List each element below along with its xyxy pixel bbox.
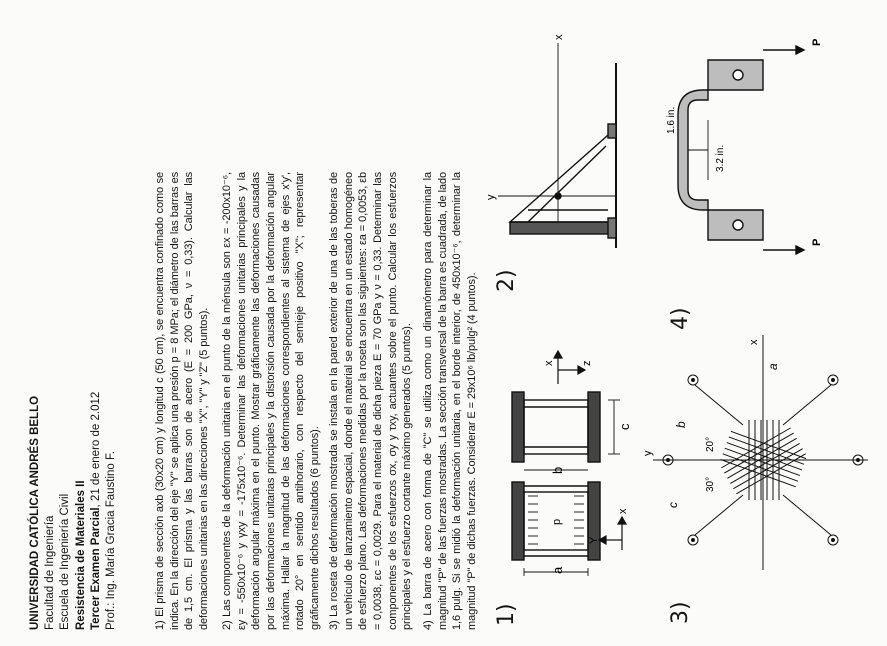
label-x: x <box>748 339 760 345</box>
label-x: x <box>553 34 565 40</box>
wall-plate <box>510 222 616 234</box>
problem-2-text: 2) Las componentes de la deformación unitaria en el punto de la ménsula son εx = -200x10⁻⁶, εy = -550x10⁻⁶ y γxy = -175x10⁻⁶. Determinar las deformaciones unitarias principales y la deformación angular máxima en el punto. Mostrar gráficamente las deformaciones causadas por las deformaciones unitarias principales y la distorsión causada por la deformación angular máxima. Hallar la magnitud de las deformaciones correspondientes al sistema de ejes x'y', rotado 20° en sentido antihorario, con respecto del semieje positivo "X"; representar gráficamente dichos resultados (6 puntos). <box>221 172 321 630</box>
rotated-exam-sheet <box>28 10 887 630</box>
label-y: y <box>642 450 654 456</box>
label-p-bottom: P <box>811 238 823 246</box>
label-angle-20: 20° <box>705 436 716 452</box>
problem-1-text: 1) El prisma de sección axb (30x20 cm) y longitud c (50 cm), se encuentra confinado como se indica. En la dirección del eje "Y" se aplica una presión p = 8 MPa; el diámetro de las barras es de 1,5 cm. El prisma y las barras son de acero (E = 200 GPa, ν = 0,33). Calcular las deformaciones unitarias en las direcciones "X", "Y" y "Z" (5 puntos). <box>154 172 210 630</box>
exam-title: Tercer Examen Parcial, 21 de enero de 2.012 <box>89 391 102 630</box>
label-angle-30: 30° <box>705 476 716 492</box>
label-dim-inner: 3.2 in. <box>715 144 726 172</box>
label-b: b <box>550 466 565 474</box>
bottom-plate <box>588 482 600 560</box>
figure-4-c-bar <box>668 30 868 250</box>
figure-3-strain-rosette <box>642 330 873 570</box>
problem-3-text: 3) La roseta de deformación mostrada se instala en la pared exterior de una de las toberas de un vehículo de lanzamiento espacial, donde el material se encuentra en un estado homogéneo de esfuerzo plano. Las deformaciones medidas por la roseta son las siguientes: εa = 0,0053, εb = 0,0038, εc = 0,0029. Para el material de dicha pieza E = 70 GPa y ν = 0,33. Determinar las componentes de los esfuerzos σx, σy y τxy, actuantes sobre el punto. Calcular los esfuerzos principales y el esfuerzo cortante máximo generados (5 puntos). <box>328 172 414 630</box>
problem-4-text: 4) La barra de acero con forma de "C" se utiliza como un dinamómetro para determinar la magnitud "P" de las fuerzas mostradas. La sección transversal de la barra es cuadrada, de lado 1,6 pulg. Si se midió la deformación unitaria, en el borde interior, de 450x10⁻⁶, determinar la magnitud "P" de dichas fuerzas. Considerar E = 29x10⁶ lb/pulg² (4 puntos). <box>422 172 478 630</box>
figure-2-number: 2) <box>494 269 519 292</box>
label-c: c <box>666 502 680 508</box>
label-a: a <box>550 566 565 574</box>
course-name: Resistencia de Materiales II <box>74 480 87 630</box>
figure-2-bracket <box>485 28 648 248</box>
prism-side <box>524 400 588 454</box>
professor-name: Prof.: Ing. María Gracia Faustino F. <box>104 451 117 630</box>
side-bottom-plate <box>588 392 600 462</box>
label-y: Y <box>588 536 600 544</box>
label-dim-section: 1.6 in. <box>666 106 677 134</box>
label-x2: x <box>543 360 555 366</box>
label-y: y <box>485 194 497 200</box>
label-a: a <box>766 363 780 370</box>
label-b: b <box>674 421 688 428</box>
university-name: UNIVERSIDAD CATÓLICA ANDRÉS BELLO <box>29 395 41 630</box>
label-z: z <box>581 360 593 366</box>
top-plate <box>512 482 524 560</box>
school-name: Escuela de Ingeniería Civil <box>59 493 72 630</box>
exam-header <box>28 392 119 630</box>
bracket-triangle <box>510 128 616 222</box>
faculty-name: Facultad de Ingeniería <box>44 515 57 630</box>
figure-1-confined-prism <box>498 350 633 580</box>
label-c: c <box>617 423 632 430</box>
label-p: p <box>551 518 563 525</box>
label-p-top: P <box>811 38 823 46</box>
side-top-plate <box>512 392 524 462</box>
figure-4-number: 4) <box>668 307 693 330</box>
figure-1-number: 1) <box>494 603 519 626</box>
figure-3-number: 3) <box>668 601 693 624</box>
label-x: x <box>617 508 629 514</box>
